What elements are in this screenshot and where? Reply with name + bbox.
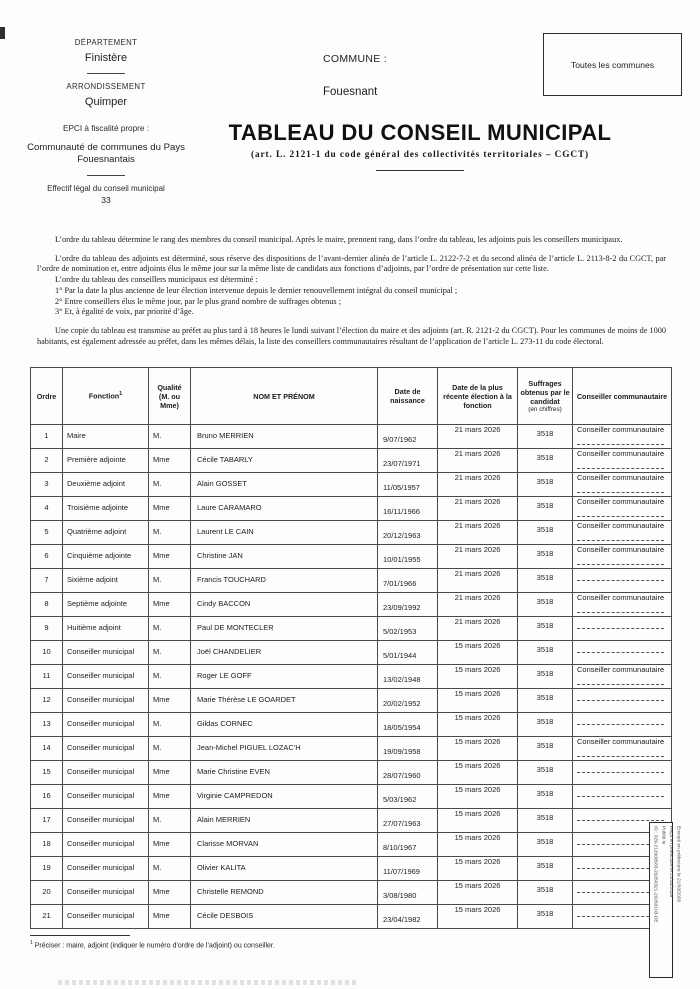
empty-dash (577, 492, 664, 493)
cell-ordre: 3 (31, 473, 63, 497)
cell-qualite: Mme (149, 497, 191, 521)
divider (87, 73, 125, 74)
table-row (31, 689, 672, 713)
cell-suffrages: 3518 (518, 593, 573, 617)
column-header: Qualité (M. ou Mme) (149, 368, 191, 425)
empty-dash (577, 564, 664, 565)
intro-paragraph-2: L’ordre du tableau des adjoints est déterminé, sous réserve des dispositions de l’avant-dernier alinéa de l’article L. 2122-7-2 et du second alinéa de l’article L. 2113-8-2 du CGCT, par l’ordre de nomination et, entre adjoints élus le même jour sur la même liste de candidats aux fonctions d’adjoints, par l’ordre de présentation sur cette liste. (37, 253, 666, 274)
cell-nom: Gildas CORNEC (191, 713, 378, 737)
cell-fonction: Cinquième adjointe (63, 545, 149, 569)
cell-conseiller-communautaire (573, 689, 672, 713)
cell-election-date: 21 mars 2026 (438, 449, 518, 473)
cell-conseiller-communautaire (573, 713, 672, 737)
cell-nom: Christelle REMOND (191, 881, 378, 905)
empty-dash (577, 468, 664, 469)
cell-qualite: M. (149, 857, 191, 881)
cell-fonction: Conseiller municipal (63, 881, 149, 905)
cell-naissance: 13/02/1948 (378, 665, 438, 689)
empty-dash (577, 772, 664, 773)
intro-list-item: 3° Et, à égalité de voix, par priorité d’âge. (55, 307, 194, 317)
table-row (31, 593, 672, 617)
cell-fonction: Conseiller municipal (63, 905, 149, 929)
cell-nom: Alain MERRIEN (191, 809, 378, 833)
cell-suffrages: 3518 (518, 473, 573, 497)
empty-dash (577, 580, 664, 581)
table-row (31, 905, 672, 929)
cell-nom: Alain GOSSET (191, 473, 378, 497)
footnote-divider (30, 935, 130, 936)
cell-fonction: Deuxième adjoint (63, 473, 149, 497)
cell-qualite: Mme (149, 905, 191, 929)
table-row (31, 737, 672, 761)
cell-naissance: 27/07/1963 (378, 809, 438, 833)
table-row (31, 713, 672, 737)
cell-fonction: Troisième adjointe (63, 497, 149, 521)
cell-conseiller-communautaire (573, 473, 672, 497)
cell-conseiller-communautaire (573, 641, 672, 665)
table-row (31, 761, 672, 785)
cell-ordre: 17 (31, 809, 63, 833)
commune-value: Fouesnant (323, 86, 378, 98)
cell-election-date: 21 mars 2026 (438, 569, 518, 593)
cell-ordre: 12 (31, 689, 63, 713)
table-row (31, 665, 672, 689)
header-row (31, 368, 672, 425)
cell-nom: Olivier KALITA (191, 857, 378, 881)
stamp-line: Envoyé en préfecture le 21/03/2026 (675, 826, 681, 903)
cell-nom: Marie Christine EVEN (191, 761, 378, 785)
cell-suffrages: 3518 (518, 641, 573, 665)
effectif-label: Effectif légal du conseil municipal (47, 183, 165, 193)
cell-ordre: 14 (31, 737, 63, 761)
cell-conseiller-communautaire (573, 497, 672, 521)
cell-election-date: 15 mars 2026 (438, 713, 518, 737)
cell-naissance: 7/01/1966 (378, 569, 438, 593)
cell-conseiller-communautaire (573, 785, 672, 809)
cell-suffrages: 3518 (518, 545, 573, 569)
cell-election-date: 21 mars 2026 (438, 617, 518, 641)
cell-nom: Virginie CAMPREDON (191, 785, 378, 809)
column-header: Conseiller communautaire (573, 368, 672, 425)
cell-qualite: M. (149, 713, 191, 737)
cell-ordre: 13 (31, 713, 63, 737)
commune-label: COMMUNE : (323, 53, 387, 65)
cell-nom: Cindy BACCON (191, 593, 378, 617)
table-row (31, 497, 672, 521)
table-row (31, 881, 672, 905)
cell-nom: Bruno MERRIEN (191, 425, 378, 449)
prefecture-stamp (649, 822, 681, 978)
empty-dash (577, 724, 664, 725)
scan-artifact-bottom (58, 980, 358, 985)
cell-election-date: 21 mars 2026 (438, 545, 518, 569)
intro-list-item: 1° Par la date la plus ancienne de leur élection intervenue depuis le dernier renouvellement intégral du conseil municipal ; (55, 285, 458, 295)
cell-nom: Marie Thérèse LE GOARDET (191, 689, 378, 713)
cell-qualite: M. (149, 569, 191, 593)
cell-election-date: 15 mars 2026 (438, 857, 518, 881)
column-header: Suffrages obtenus par le candidat (en chiffres) (518, 368, 573, 425)
empty-dash (577, 612, 664, 613)
table-row (31, 449, 672, 473)
cell-qualite: M. (149, 737, 191, 761)
cell-fonction: Septième adjointe (63, 593, 149, 617)
cell-qualite: M. (149, 425, 191, 449)
intro-text (37, 235, 666, 347)
cell-naissance: 5/02/1953 (378, 617, 438, 641)
cell-suffrages: 3518 (518, 425, 573, 449)
stamp-line: Reçu en préfecture le 21/03/2026 (668, 826, 674, 898)
arrondissement-value: Quimper (84, 96, 128, 108)
table-row (31, 425, 672, 449)
cell-fonction: Conseiller municipal (63, 737, 149, 761)
cell-election-date: 21 mars 2026 (438, 521, 518, 545)
conseiller-text: Conseiller communautaire (577, 665, 665, 674)
cell-suffrages: 3518 (518, 905, 573, 929)
cell-election-date: 15 mars 2026 (438, 785, 518, 809)
cell-fonction: Huitième adjoint (63, 617, 149, 641)
cell-naissance: 3/08/1980 (378, 881, 438, 905)
cell-qualite: M. (149, 665, 191, 689)
empty-dash (577, 628, 664, 629)
conseiller-text: Conseiller communautaire (577, 425, 665, 434)
cell-nom: Francis TOUCHARD (191, 569, 378, 593)
cell-nom: Joël CHANDELIER (191, 641, 378, 665)
cell-conseiller-communautaire (573, 617, 672, 641)
cell-suffrages: 3518 (518, 785, 573, 809)
cell-qualite: Mme (149, 593, 191, 617)
cell-suffrages: 3518 (518, 617, 573, 641)
cell-ordre: 21 (31, 905, 63, 929)
commune-block (323, 53, 387, 98)
cell-nom: Paul DE MONTECLER (191, 617, 378, 641)
department-label: DÉPARTEMENT (74, 38, 138, 47)
cell-conseiller-communautaire (573, 569, 672, 593)
cell-suffrages: 3518 (518, 497, 573, 521)
cell-ordre: 15 (31, 761, 63, 785)
empty-dash (577, 700, 664, 701)
cell-fonction: Conseiller municipal (63, 641, 149, 665)
table-row (31, 809, 672, 833)
conseiller-text: Conseiller communautaire (577, 521, 665, 530)
cell-fonction: Maire (63, 425, 149, 449)
cell-ordre: 2 (31, 449, 63, 473)
cell-fonction: Sixième adjoint (63, 569, 149, 593)
scan-artifact-mark (0, 27, 5, 39)
empty-dash (577, 684, 664, 685)
cell-nom: Roger LE GOFF (191, 665, 378, 689)
conseiller-text: Conseiller communautaire (577, 545, 665, 554)
table-row (31, 617, 672, 641)
cell-naissance: 5/01/1944 (378, 641, 438, 665)
divider (87, 175, 125, 176)
cell-qualite: M. (149, 521, 191, 545)
column-header: Date de la plus récente élection à la fonction (438, 368, 518, 425)
cell-qualite: M. (149, 641, 191, 665)
cell-naissance: 11/07/1969 (378, 857, 438, 881)
cell-fonction: Conseiller municipal (63, 761, 149, 785)
table-row (31, 521, 672, 545)
cell-conseiller-communautaire (573, 761, 672, 785)
epci-value: Communauté de communes du Pays Fouesnantais (27, 142, 185, 165)
empty-dash (577, 652, 664, 653)
cell-election-date: 15 mars 2026 (438, 809, 518, 833)
cell-conseiller-communautaire (573, 521, 672, 545)
cell-conseiller-communautaire (573, 593, 672, 617)
empty-dash (577, 796, 664, 797)
page-subtitle: (art. L. 2121-1 du code général des collectivités territoriales – CGCT) (250, 150, 590, 160)
cell-suffrages: 3518 (518, 761, 573, 785)
cell-suffrages: 3518 (518, 569, 573, 593)
cell-naissance: 23/07/1971 (378, 449, 438, 473)
cell-nom: Laurent LE CAIN (191, 521, 378, 545)
title-block (150, 120, 690, 171)
cell-qualite: M. (149, 473, 191, 497)
cell-fonction: Conseiller municipal (63, 785, 149, 809)
cell-ordre: 16 (31, 785, 63, 809)
cell-qualite: M. (149, 809, 191, 833)
cell-naissance: 28/07/1960 (378, 761, 438, 785)
cell-nom: Clarisse MORVAN (191, 833, 378, 857)
column-header: Date de naissance (378, 368, 438, 425)
department-value: Finistère (84, 52, 128, 64)
cell-suffrages: 3518 (518, 833, 573, 857)
column-header: Ordre (31, 368, 63, 425)
table-row (31, 473, 672, 497)
conseiller-text: Conseiller communautaire (577, 473, 665, 482)
column-header: Fonction$^1$ (63, 368, 149, 425)
empty-dash (577, 756, 664, 757)
cell-naissance: 23/09/1992 (378, 593, 438, 617)
conseiller-text: Conseiller communautaire (577, 449, 665, 458)
table-row (31, 545, 672, 569)
cell-nom: Laure CARAMARO (191, 497, 378, 521)
cell-ordre: 5 (31, 521, 63, 545)
all-communes-label: Toutes les communes (570, 59, 655, 70)
cell-naissance: 5/03/1962 (378, 785, 438, 809)
stamp-line: ID : 029-212900583-20260321-20260103-DE (652, 826, 658, 923)
cell-fonction: Conseiller municipal (63, 689, 149, 713)
arrondissement-label: ARRONDISSEMENT (66, 82, 146, 91)
cell-naissance: 16/11/1966 (378, 497, 438, 521)
cell-ordre: 1 (31, 425, 63, 449)
cell-election-date: 21 mars 2026 (438, 425, 518, 449)
epci-label: EPCI à fiscalité propre : (62, 124, 149, 133)
cell-election-date: 15 mars 2026 (438, 905, 518, 929)
cell-fonction: Quatrième adjoint (63, 521, 149, 545)
empty-dash (577, 516, 664, 517)
cell-naissance: 23/04/1982 (378, 905, 438, 929)
cell-qualite: Mme (149, 449, 191, 473)
cell-election-date: 15 mars 2026 (438, 689, 518, 713)
footnote-sup: 1 (30, 940, 33, 946)
column-header: NOM ET PRÉNOM (191, 368, 378, 425)
footnote-text: Préciser : maire, adjoint (indiquer le numéro d’ordre de l’adjoint) ou conseiller. (32, 942, 275, 950)
cell-suffrages: 3518 (518, 713, 573, 737)
cell-ordre: 18 (31, 833, 63, 857)
empty-dash (577, 444, 664, 445)
cell-fonction: Conseiller municipal (63, 833, 149, 857)
stamp-line: Publié le (660, 826, 666, 845)
cell-ordre: 20 (31, 881, 63, 905)
cell-suffrages: 3518 (518, 857, 573, 881)
council-table-wrap (30, 367, 671, 929)
cell-naissance: 19/09/1958 (378, 737, 438, 761)
cell-naissance: 11/05/1957 (378, 473, 438, 497)
cell-fonction: Conseiller municipal (63, 809, 149, 833)
cell-suffrages: 3518 (518, 689, 573, 713)
cell-conseiller-communautaire (573, 545, 672, 569)
empty-dash (577, 820, 664, 821)
intro-list (37, 286, 666, 318)
cell-election-date: 21 mars 2026 (438, 593, 518, 617)
conseiller-text: Conseiller communautaire (577, 497, 665, 506)
cell-fonction: Conseiller municipal (63, 857, 149, 881)
prefecture-stamp-lines (651, 826, 682, 974)
cell-suffrages: 3518 (518, 521, 573, 545)
cell-qualite: M. (149, 617, 191, 641)
divider (376, 170, 464, 171)
cell-ordre: 19 (31, 857, 63, 881)
cell-ordre: 10 (31, 641, 63, 665)
cell-election-date: 15 mars 2026 (438, 737, 518, 761)
cell-ordre: 6 (31, 545, 63, 569)
cell-ordre: 7 (31, 569, 63, 593)
cell-ordre: 11 (31, 665, 63, 689)
cell-qualite: Mme (149, 689, 191, 713)
cell-suffrages: 3518 (518, 809, 573, 833)
cell-naissance: 20/02/1952 (378, 689, 438, 713)
cell-naissance: 18/05/1954 (378, 713, 438, 737)
cell-qualite: Mme (149, 785, 191, 809)
cell-election-date: 15 mars 2026 (438, 665, 518, 689)
cell-qualite: Mme (149, 761, 191, 785)
cell-conseiller-communautaire (573, 737, 672, 761)
footnote (30, 940, 275, 949)
cell-election-date: 15 mars 2026 (438, 881, 518, 905)
table-header (31, 368, 672, 425)
cell-election-date: 15 mars 2026 (438, 641, 518, 665)
cell-suffrages: 3518 (518, 881, 573, 905)
cell-fonction: Première adjointe (63, 449, 149, 473)
all-communes-box (543, 33, 682, 96)
cell-election-date: 21 mars 2026 (438, 497, 518, 521)
cell-suffrages: 3518 (518, 737, 573, 761)
table-row (31, 569, 672, 593)
cell-suffrages: 3518 (518, 665, 573, 689)
cell-conseiller-communautaire (573, 449, 672, 473)
cell-election-date: 15 mars 2026 (438, 761, 518, 785)
cell-qualite: Mme (149, 881, 191, 905)
intro-paragraph-3: L’ordre du tableau des conseillers municipaux est déterminé : (55, 275, 258, 285)
empty-dash (577, 540, 664, 541)
cell-naissance: 20/12/1963 (378, 521, 438, 545)
table-row (31, 833, 672, 857)
table-body (31, 425, 672, 929)
cell-election-date: 21 mars 2026 (438, 473, 518, 497)
cell-naissance: 10/01/1955 (378, 545, 438, 569)
intro-list-item: 2° Entre conseillers élus le même jour, par le plus grand nombre de suffrages obtenus ; (55, 296, 341, 306)
cell-election-date: 15 mars 2026 (438, 833, 518, 857)
cell-naissance: 9/07/1962 (378, 425, 438, 449)
effectif-value: 33 (101, 194, 111, 205)
intro-paragraph-1: L’ordre du tableau détermine le rang des membres du conseil municipal. Après le maire, prennent rang, dans l’ordre du tableau, les adjoints puis les conseillers municipaux. (55, 235, 623, 244)
cell-naissance: 8/10/1967 (378, 833, 438, 857)
cell-nom: Cécile DESBOIS (191, 905, 378, 929)
intro-paragraph-4: Une copie du tableau est transmise au préfet au plus tard à 18 heures le lundi suivant l’élection du maire et des adjoints (art. R. 2121-2 du CGCT). Pour les communes de moins de 1000 habitants, est également adressée au préfet, dans les mêmes délais, la liste des conseillers communautaires résultant de l’application de l’article L. 273-11 du code électoral. (37, 326, 666, 346)
table-row (31, 641, 672, 665)
cell-ordre: 9 (31, 617, 63, 641)
conseiller-text: Conseiller communautaire (577, 737, 665, 746)
cell-nom: Cécile TABARLY (191, 449, 378, 473)
cell-ordre: 4 (31, 497, 63, 521)
table-row (31, 857, 672, 881)
council-table (30, 367, 672, 929)
cell-nom: Jean-Michel PIGUEL LOZAC'H (191, 737, 378, 761)
table-row (31, 785, 672, 809)
page-title: TABLEAU DU CONSEIL MUNICIPAL (228, 120, 612, 145)
cell-conseiller-communautaire (573, 665, 672, 689)
cell-fonction: Conseiller municipal (63, 665, 149, 689)
cell-conseiller-communautaire (573, 425, 672, 449)
cell-nom: Christine JAN (191, 545, 378, 569)
conseiller-text: Conseiller communautaire (577, 593, 665, 602)
cell-suffrages: 3518 (518, 449, 573, 473)
cell-fonction: Conseiller municipal (63, 713, 149, 737)
cell-ordre: 8 (31, 593, 63, 617)
cell-qualite: Mme (149, 545, 191, 569)
cell-qualite: Mme (149, 833, 191, 857)
